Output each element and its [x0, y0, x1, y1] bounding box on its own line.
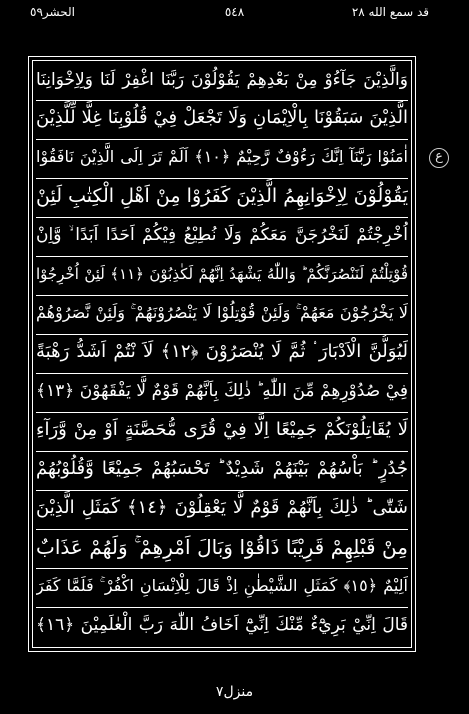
text-line: لَا يَخْرُجُوْنَ مَعَهُمْ ۚ وَلَئِنْ قُوْتِلُوْا لَا يَنْصُرُوْنَهُمْ ۚ وَلَئِنْ نَّصَرُوْهُمْ — [36, 303, 408, 322]
manzil-footer: منزل٧ — [215, 684, 254, 700]
text-line: اٰمَنُوْا رَبَّنَآ اِنَّكَ رَءُوْفٌ رَّحِيْمٌ ﴿١٠﴾ اَلَمْ تَرَ اِلَى الَّذِيْنَ نَافَقُوْا — [36, 147, 408, 166]
text-line: شَتّٰى ؕ ذٰلِكَ بِاَنَّهُمْ قَوْمٌ لَّا يَعْقِلُوْنَ ﴿١٤﴾ كَمَثَلِ الَّذِيْنَ — [36, 497, 408, 518]
text-line: الَّذِيْنَ سَبَقُوْنَا بِالْاِيْمَانِ وَلَا تَجْعَلْ فِيْ قُلُوْبِنَا غِلًّا لِّلَّذِيْنَ — [36, 107, 408, 128]
text-line: قُوْتِلْتُمْ لَنَنْصُرَنَّكُمْ ؕ وَاللّٰهُ يَشْهَدُ اِنَّهُمْ لَكٰذِبُوْنَ ﴿١١﴾ لَئِنْ اُخْرِجُوْا — [36, 265, 408, 283]
text-line: قَالَ اِنِّيْ بَرِيْٓءٌ مِّنْكَ اِنِّيْٓ اَخَافُ اللّٰهَ رَبَّ الْعٰلَمِيْنَ ﴿١٦﴾ — [36, 615, 408, 635]
text-line: وَالَّذِيْنَ جَآءُوْ مِنْ بَعْدِهِمْ يَقُوْلُوْنَ رَبَّنَا اغْفِرْ لَنَا وَلِاِخْوَانِنَا — [36, 70, 408, 90]
text-line: يَقُوْلُوْنَ لِاِخْوَانِهِمُ الَّذِيْنَ كَفَرُوْا مِنْ اَهْلِ الْكِتٰبِ لَئِنْ — [36, 185, 408, 207]
text-line: اَلِيْمٌ ﴿١٥﴾ كَمَثَلِ الشَّيْطٰنِ اِذْ قَالَ لِلْاِنْسَانِ اكْفُرْ ۚ فَلَمَّا كَفَرَ — [36, 576, 408, 595]
ruku-marker-icon — [426, 140, 452, 180]
text-line: لَا يُقَاتِلُوْنَكُمْ جَمِيْعًا اِلَّا فِيْ قُرًى مُّحَصَّنَةٍ اَوْ مِنْ وَّرَآءِ — [36, 419, 408, 440]
page-number: ٥٤٨ — [224, 5, 245, 19]
text-line: فِيْ صُدُوْرِهِمْ مِّنَ اللّٰهِ ؕ ذٰلِكَ بِاَنَّهُمْ قَوْمٌ لَّا يَفْقَهُوْنَ ﴿١٣﴾ — [36, 381, 408, 401]
juz-name-header: قد سمع الله ٢٨ — [351, 5, 429, 19]
text-line: اُخْرِجْتُمْ لَنَخْرُجَنَّ مَعَكُمْ وَلَا نُطِيْعُ فِيْكُمْ اَحَدًا اَبَدًا ۙ وَّاِنْ — [36, 225, 408, 245]
text-line: جُدُرٍ ؕ بَاْسُهُمْ بَيْنَهُمْ شَدِيْدٌ ؕ تَحْسَبُهُمْ جَمِيْعًا وَّقُلُوْبُهُمْ — [36, 458, 408, 479]
ruku-letter: ع — [435, 149, 443, 164]
text-line: مِنْ قَبْلِهِمْ قَرِيْبًا ذَاقُوْا وَبَالَ اَمْرِهِمْ ۚ وَلَهُمْ عَذَابٌ — [36, 535, 408, 559]
text-line: لَيُوَلُّنَّ الْاَدْبَارَ ۟ ثُمَّ لَا يُنْصَرُوْنَ ﴿١٢﴾ لَاَ نْتُمْ اَشَدُّ رَهْبَةً — [36, 341, 408, 362]
surah-name-header: الحشر٥٩ — [30, 5, 75, 19]
